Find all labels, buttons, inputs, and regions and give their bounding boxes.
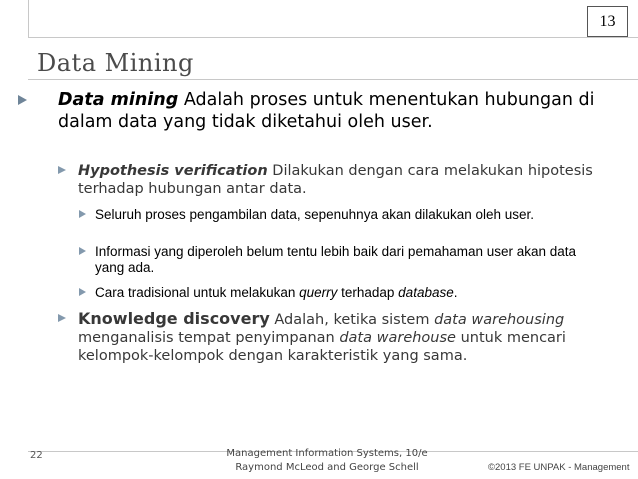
bullet-arrow-icon (18, 95, 27, 105)
top-left-rule (28, 0, 29, 38)
bullet-data-mining (58, 89, 598, 133)
slide-number: 22 (30, 450, 43, 461)
hypothesis-text: Dilakukan dengan cara melakukan hipotesis terhadap hubungan antar data. (78, 163, 593, 197)
slide-title: Data Mining (37, 49, 194, 77)
bullet-arrow-icon (79, 210, 86, 218)
bullet-sub-1 (95, 207, 585, 223)
sub-point-text: Informasi yang diperoleh belum tentu lebih baik dari pemahaman user akan data yang ada. (95, 244, 577, 275)
top-rule (28, 37, 638, 38)
knowledge-italic-1: data warehousing (434, 312, 565, 328)
knowledge-italic-2: data warehouse (339, 330, 456, 346)
bullet-arrow-icon (79, 247, 86, 255)
bullet-arrow-icon (79, 288, 86, 296)
querry-term: querry (299, 285, 338, 300)
traditional-after: . (453, 285, 458, 300)
footer-credit (212, 447, 442, 475)
knowledge-text-1: Adalah, ketika sistem (269, 312, 435, 328)
bullet-arrow-icon (58, 166, 66, 174)
term-data-mining: Data mining (58, 90, 179, 110)
title-rule (28, 79, 638, 80)
knowledge-text-2: menganalisis tempat penyimpanan (78, 330, 340, 346)
knowledge-text-3: untuk mencari kelompok-kelompok dengan karakteristik yang sama. (78, 330, 566, 364)
traditional-before: Cara tradisional untuk melakukan (95, 285, 300, 300)
term-hypothesis: Hypothesis verification (78, 163, 268, 179)
bullet-hypothesis (78, 162, 598, 198)
bullet-sub-2 (95, 244, 605, 276)
bullet-knowledge-discovery (78, 310, 598, 365)
footer-line-1: Management Information Systems, 10/e (226, 448, 428, 459)
sub-point-text: Seluruh proses pengambilan data, sepenuhnya akan dilakukan oleh user. (95, 207, 535, 222)
footer-line-2: Raymond McLeod and George Schell (235, 462, 419, 473)
term-knowledge-discovery: Knowledge discovery (78, 309, 270, 328)
page-number-box (587, 6, 628, 37)
bullet-arrow-icon (58, 314, 66, 322)
bullet-sub-3 (95, 285, 595, 301)
database-term: database (398, 285, 454, 300)
data-mining-text: Adalah proses untuk menentukan hubungan di dalam data yang tidak diketahui oleh user. (58, 90, 595, 132)
traditional-middle: terhadap (337, 285, 399, 300)
page-number: 13 (599, 12, 616, 30)
footer-copyright: ©2013 FE UNPAK - Management (488, 462, 630, 473)
